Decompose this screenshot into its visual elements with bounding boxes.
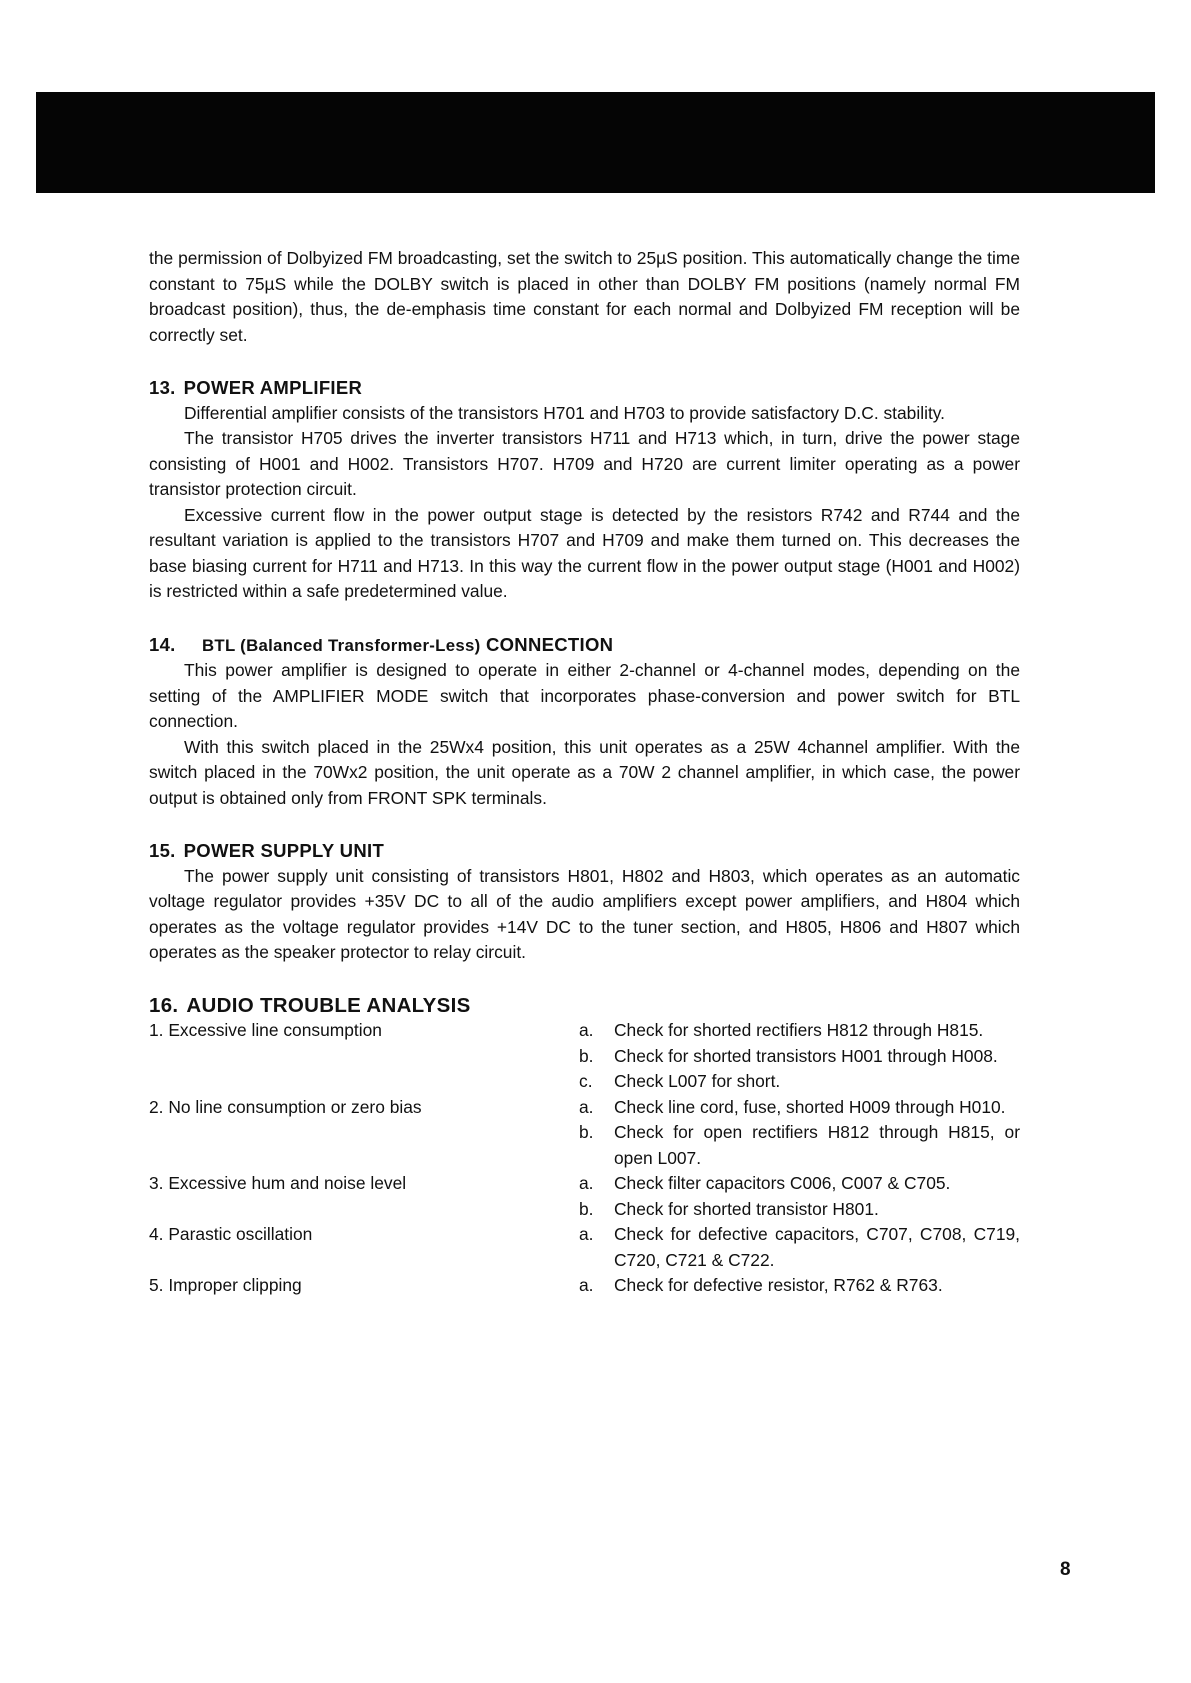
check-text: Check line cord, fuse, shorted H009 through H010. <box>614 1096 1006 1117</box>
trouble-problem: 4. Parastic oscillation <box>149 1224 313 1244</box>
check-letter: a. <box>579 1020 594 1040</box>
trouble-checks <box>579 1018 1020 1095</box>
check-letter: a. <box>579 1275 594 1295</box>
section-13-heading <box>149 375 1020 401</box>
check-text: Check for defective capacitors, C707, C708, C719, C720, C721 & C722. <box>614 1224 1020 1270</box>
section-16-number: 16. <box>149 993 179 1017</box>
section-15-title: POWER SUPPLY UNIT <box>183 840 385 861</box>
check-item <box>579 1120 1020 1171</box>
header-bar <box>36 92 1155 193</box>
check-letter: a. <box>579 1096 594 1117</box>
check-letter: b. <box>579 1198 594 1219</box>
check-letter: c. <box>579 1071 593 1091</box>
section-audio-trouble-analysis <box>149 993 1020 1299</box>
check-letter: a. <box>579 1173 594 1193</box>
intro-paragraph: the permission of Dolbyized FM broadcasting, set the switch to 25µS position. This automatically change the time constant to 75µS while the DOLBY switch is placed in other than DOLBY FM positions (namely normal FM broadcast position), thus, the de-emphasis time constant for each normal and Dolbyized FM reception will be correctly set. <box>149 248 1020 345</box>
check-letter: b. <box>579 1122 594 1142</box>
trouble-problem: 2. No line consumption or zero bias <box>149 1096 422 1117</box>
check-text: Check for shorted rectifiers H812 through H815. <box>614 1020 984 1040</box>
check-item <box>579 1018 1020 1044</box>
check-item <box>579 1069 1020 1095</box>
trouble-checks <box>579 1273 1020 1299</box>
check-item <box>579 1095 1020 1121</box>
section-power-amplifier <box>149 375 1020 605</box>
section-14-title-part1: BTL (Balanced Transformer-Less) <box>202 635 481 655</box>
section-16-title: AUDIO TROUBLE ANALYSIS <box>186 993 471 1017</box>
check-text: Check for defective resistor, R762 & R763. <box>614 1275 943 1295</box>
section-16-heading <box>149 993 1020 1019</box>
section-power-supply-unit <box>149 838 1020 966</box>
section-14-number: 14. <box>149 633 176 655</box>
section-13-paragraph: Excessive current flow in the power output stage is detected by the resistors R742 and R744 and the resultant variation is applied to the transistors H707 and H709 and make them turned on. This decreases the base biasing current for H711 and H713. In this way the current flow in the power output stage (H001 and H002) is restricted within a safe predetermined value. <box>149 504 1020 601</box>
section-14-paragraph: This power amplifier is designed to operate in either 2-channel or 4-channel modes, depending on the setting of the AMPLIFIER MODE switch that incorporates phase-conversion and power switch for BTL connection. <box>149 660 1020 731</box>
check-item <box>579 1273 1020 1299</box>
section-15-paragraph: The power supply unit consisting of transistors H801, H802 and H803, which operates as an automatic voltage regulator provides +35V DC to all of the audio amplifiers except power amplifiers, and H804 which operates as the voltage regulator provides +14V DC to the tuner section, and H805, H806 and H807 which operates as the speaker protector to relay circuit. <box>149 865 1020 962</box>
check-text: Check filter capacitors C006, C007 & C705. <box>614 1173 951 1193</box>
section-13-title: POWER AMPLIFIER <box>183 377 363 398</box>
section-15-number: 15. <box>149 840 176 861</box>
section-14-paragraph: With this switch placed in the 25Wx4 position, this unit operates as a 25W 4channel amplifier. With the switch placed in the 70Wx2 position, the unit operate as a 70W 2 channel amplifier, in which case, the power output is obtained only from FRONT SPK terminals. <box>149 736 1020 808</box>
check-letter: a. <box>579 1224 594 1244</box>
page-content <box>149 246 1020 1299</box>
check-item <box>579 1222 1020 1273</box>
trouble-row <box>149 1273 1020 1299</box>
check-text: Check for shorted transistors H001 through H008. <box>614 1045 998 1066</box>
check-letter: b. <box>579 1045 594 1066</box>
check-text: Check for shorted transistor H801. <box>614 1198 879 1219</box>
trouble-row <box>149 1095 1020 1172</box>
trouble-row <box>149 1171 1020 1222</box>
trouble-row <box>149 1018 1020 1095</box>
trouble-problem: 3. Excessive hum and noise level <box>149 1173 407 1193</box>
check-text: Check L007 for short. <box>614 1071 781 1091</box>
trouble-checks <box>579 1095 1020 1172</box>
section-13-number: 13. <box>149 377 176 398</box>
trouble-problem: 1. Excessive line consumption <box>149 1020 382 1040</box>
check-item <box>579 1197 1020 1223</box>
section-14-title-part2: CONNECTION <box>485 633 614 655</box>
trouble-checks <box>579 1222 1020 1273</box>
check-text: Check for open rectifiers H812 through H815, or open L007. <box>614 1122 1020 1168</box>
section-15-heading <box>149 838 1020 864</box>
trouble-checks <box>579 1171 1020 1222</box>
check-item <box>579 1044 1020 1070</box>
trouble-row <box>149 1222 1020 1273</box>
trouble-problem: 5. Improper clipping <box>149 1275 302 1295</box>
section-btl-connection <box>149 632 1020 812</box>
section-13-paragraph: The transistor H705 drives the inverter transistors H711 and H713 which, in turn, drive the power stage consisting of H001 and H002. Transistors H707. H709 and H720 are current limiter operating as a power transistor protection circuit. <box>149 428 1020 499</box>
page-number: 8 <box>1060 1559 1071 1580</box>
check-item <box>579 1171 1020 1197</box>
section-13-paragraph: Differential amplifier consists of the transistors H701 and H703 to provide satisfactory D.C. stability. <box>184 402 946 423</box>
section-14-heading <box>149 632 1020 659</box>
